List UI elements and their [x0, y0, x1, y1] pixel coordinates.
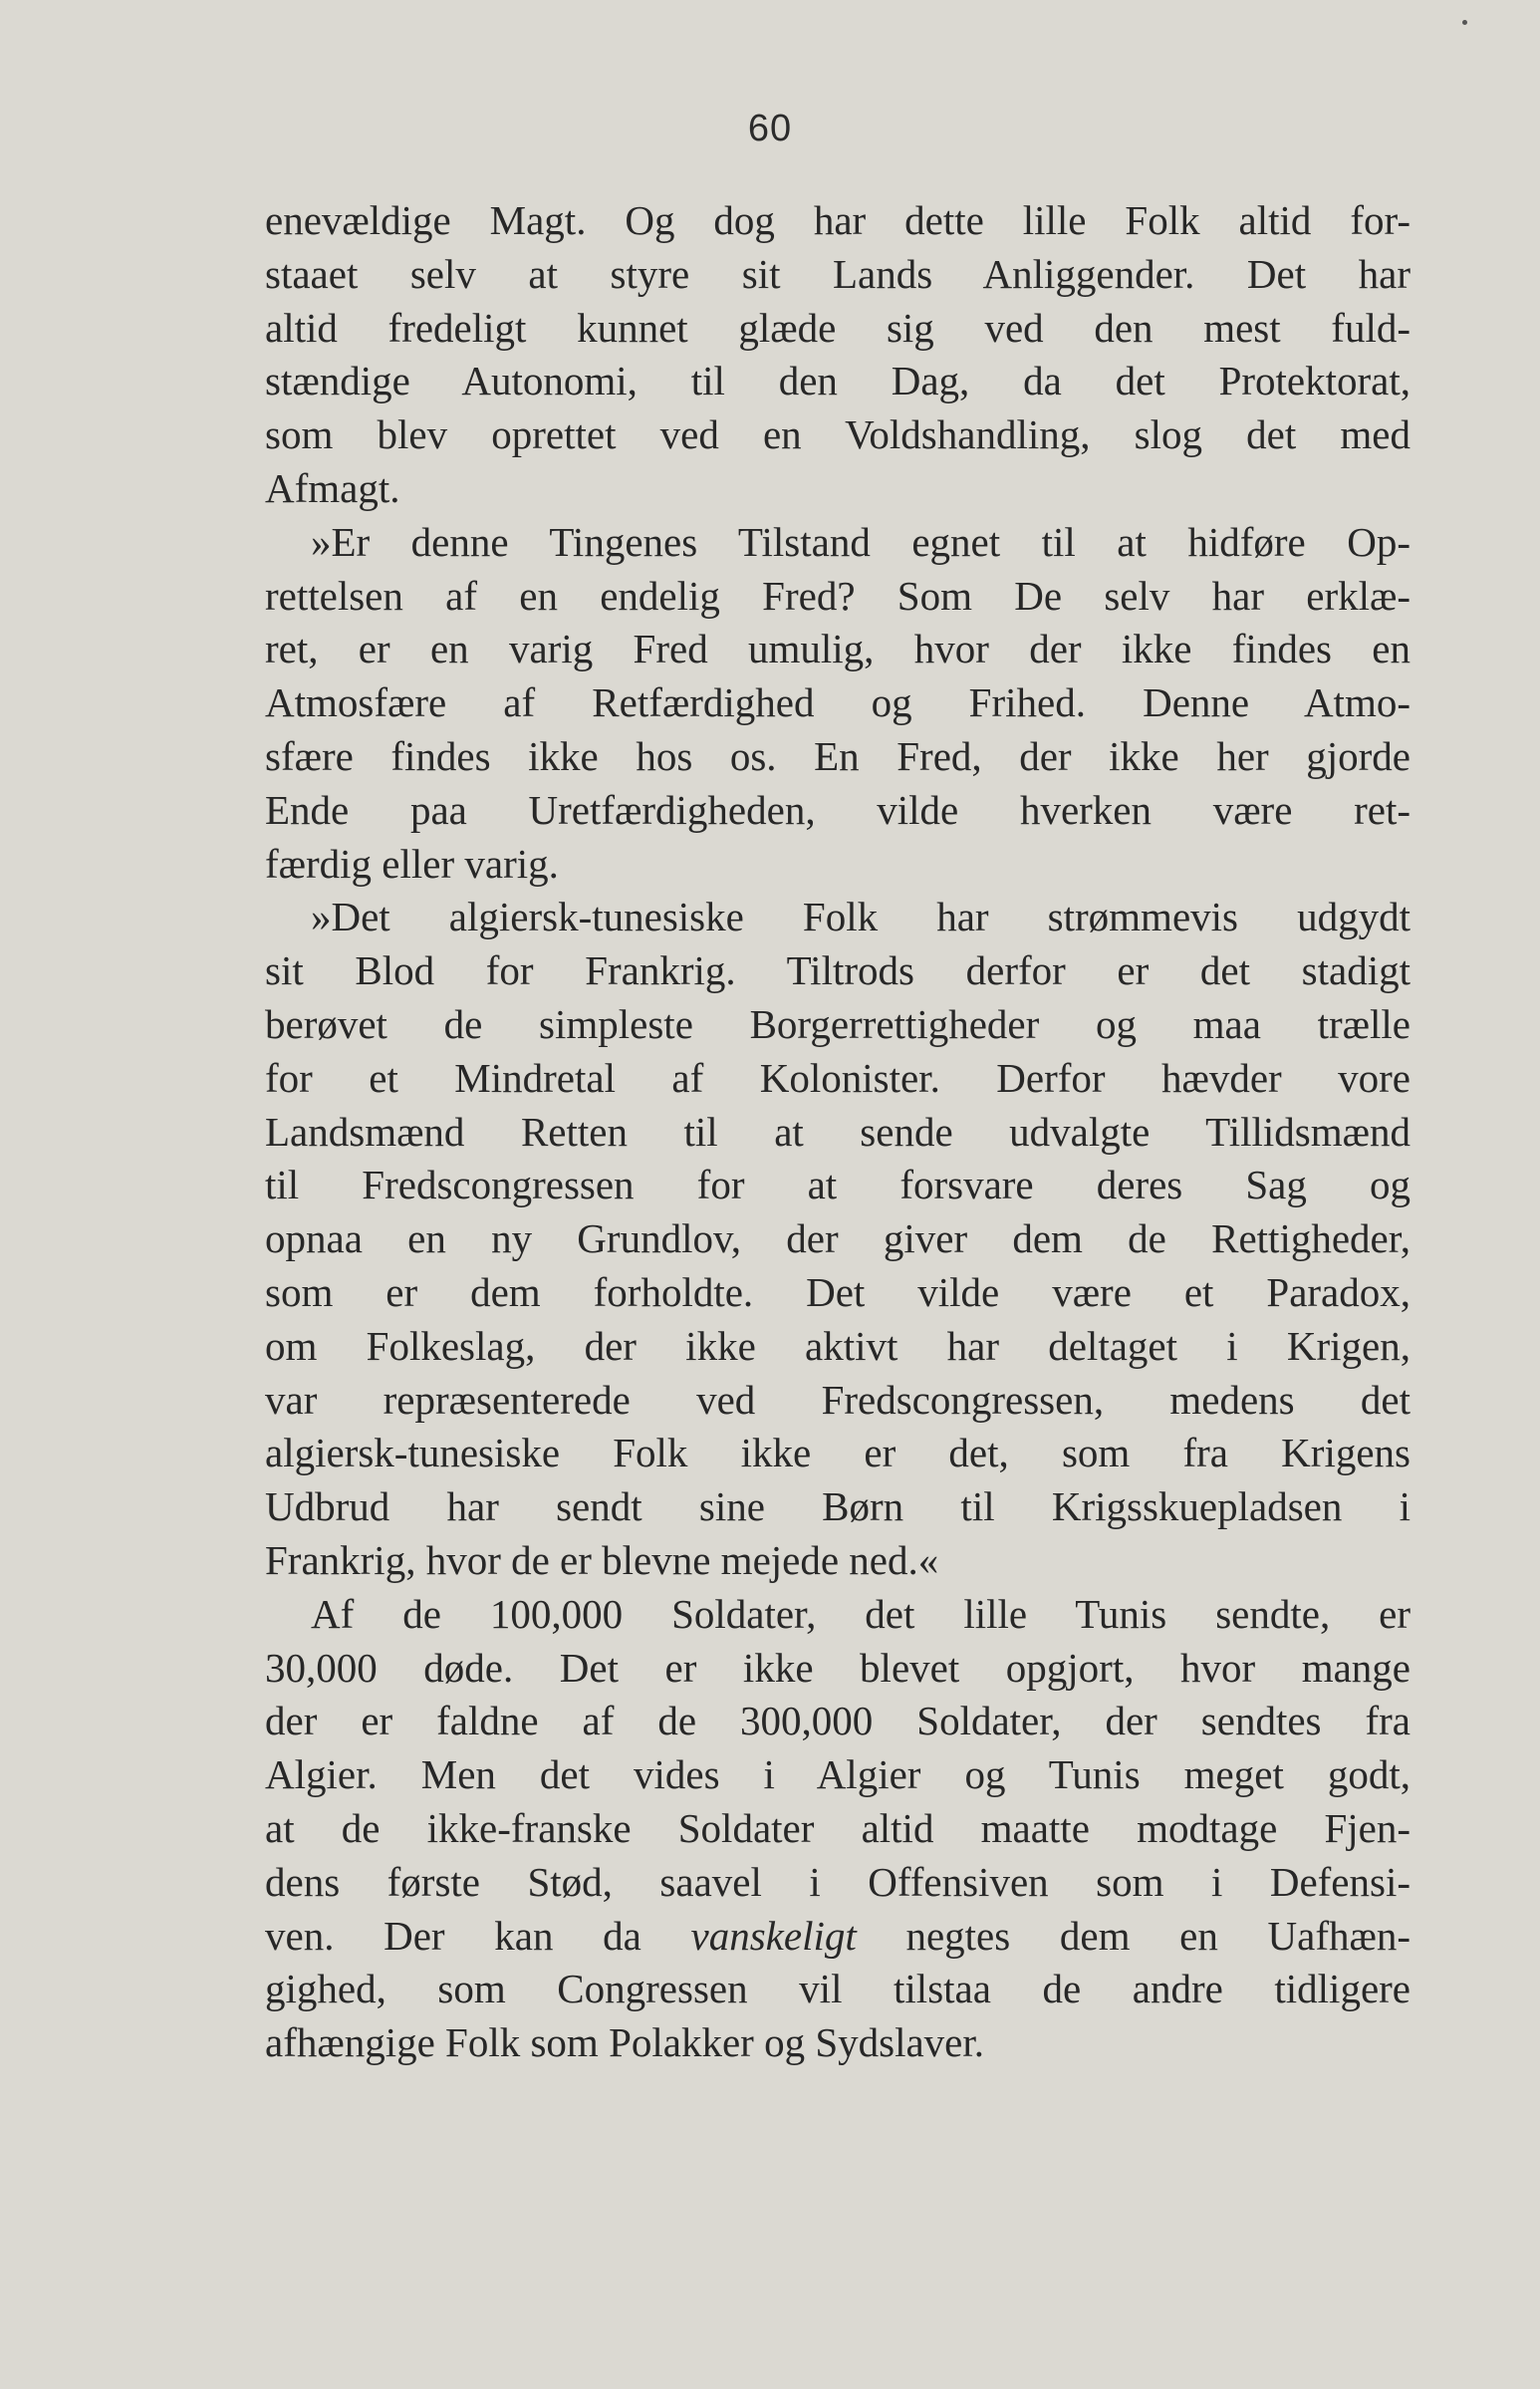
- text-line: som blev oprettet ved en Voldshandling, slog det med: [265, 411, 1411, 458]
- text-line: opnaa en ny Grundlov, der giver dem de Rettigheder,: [265, 1215, 1411, 1262]
- text-line: dens første Stød, saavel i Offensiven som i Defensi-: [265, 1858, 1411, 1905]
- text-line: for et Mindretal af Kolonister. Derfor hævder vore: [265, 1054, 1411, 1101]
- text-line: afhængige Folk som Polakker og Sydslaver.: [265, 2019, 985, 2066]
- text-line: Afmagt.: [265, 464, 400, 511]
- text-line: Frankrig, hvor de er blevne mejede ned.«: [265, 1536, 939, 1583]
- text-line: rettelsen af en endelig Fred? Som De selv har erklæ-: [265, 572, 1411, 619]
- text-line: til Fredscongressen for at forsvare deres Sag og: [265, 1162, 1411, 1208]
- text-line: »Det algiersk-tunesiske Folk har strømmevis udgydt: [311, 894, 1411, 940]
- text-line: [265, 1910, 1411, 1964]
- page-number: 60: [747, 108, 793, 149]
- text-line: sit Blod for Frankrig. Tiltrods derfor er det stadigt: [265, 947, 1411, 994]
- text-line: sfære findes ikke hos os. En Fred, der ikke her gjorde: [265, 732, 1411, 779]
- text-fragment: ven. Der kan da: [265, 1912, 691, 1959]
- text-line: enevældige Magt. Og dog har dette lille Folk altid for-: [265, 197, 1411, 243]
- ink-speck: [1462, 20, 1467, 25]
- text-line: staaet selv at styre sit Lands Anliggender. Det har: [265, 250, 1411, 297]
- text-line: som er dem forholdte. Det vilde være et Paradox,: [265, 1268, 1411, 1315]
- emphasized-word: vanskeligt: [690, 1912, 857, 1959]
- text-line: der er faldne af de 300,000 Soldater, der sendtes fra: [265, 1698, 1411, 1744]
- text-line: Ende paa Uretfærdigheden, vilde hverken være ret-: [265, 786, 1411, 833]
- text-line: færdig eller varig.: [265, 840, 559, 887]
- text-fragment: negtes dem en Uafhæn-: [856, 1912, 1411, 1959]
- text-line: Atmosfære af Retfærdighed og Frihed. Denne Atmo-: [265, 679, 1411, 726]
- text-line: altid fredeligt kunnet glæde sig ved den mest fuld-: [265, 304, 1411, 351]
- text-line: Af de 100,000 Soldater, det lille Tunis sendte, er: [311, 1590, 1411, 1637]
- text-line: 30,000 døde. Det er ikke blevet opgjort, hvor mange: [265, 1644, 1411, 1691]
- text-line: Udbrud har sendt sine Børn til Krigsskuepladsen i: [265, 1483, 1411, 1530]
- text-line: om Folkeslag, der ikke aktivt har deltaget i Krigen,: [265, 1322, 1411, 1369]
- text-line: gighed, som Congressen vil tilstaa de andre tidligere: [265, 1966, 1411, 2012]
- text-line: algiersk-tunesiske Folk ikke er det, som fra Krigens: [265, 1430, 1411, 1476]
- text-line: stændige Autonomi, til den Dag, da det Protektorat,: [265, 358, 1411, 404]
- text-line: var repræsenterede ved Fredscongressen, medens det: [265, 1376, 1411, 1423]
- text-line: Landsmænd Retten til at sende udvalgte Tillidsmænd: [265, 1108, 1411, 1155]
- body-text: [265, 194, 1411, 2070]
- text-line: ret, er en varig Fred umulig, hvor der ikke findes en: [265, 626, 1411, 672]
- text-line: Algier. Men det vides i Algier og Tunis meget godt,: [265, 1751, 1411, 1798]
- text-line: at de ikke-franske Soldater altid maatte modtage Fjen-: [265, 1804, 1411, 1851]
- text-line: berøvet de simpleste Borgerrettigheder og maa trælle: [265, 1000, 1411, 1047]
- text-line: »Er denne Tingenes Tilstand egnet til at hidføre Op-: [311, 518, 1411, 565]
